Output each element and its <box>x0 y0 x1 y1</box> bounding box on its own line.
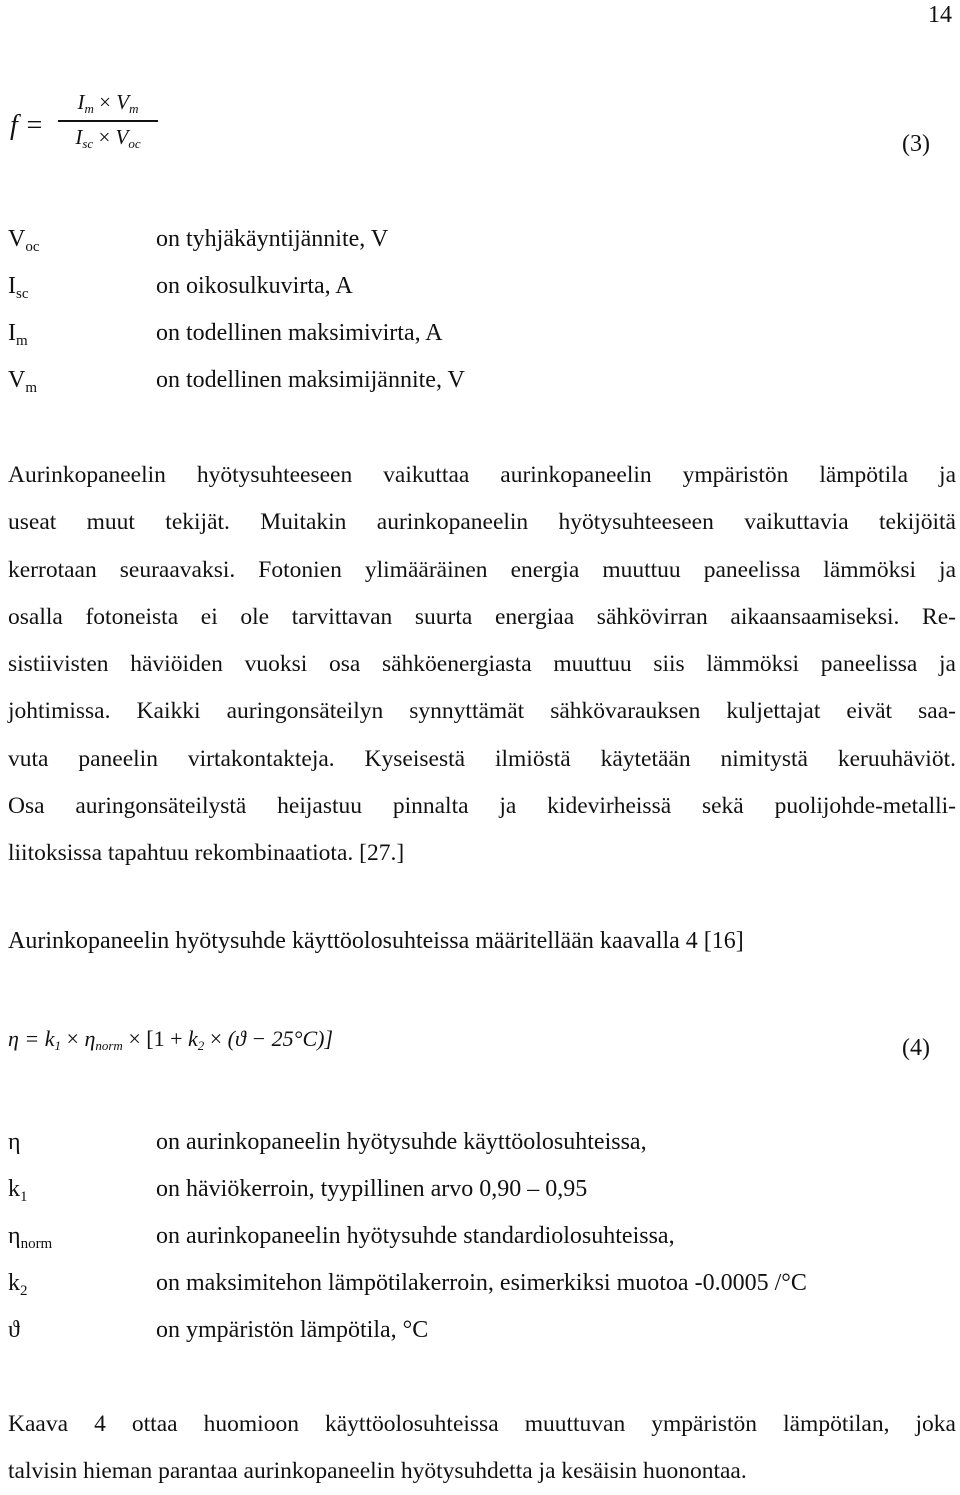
fraction-bar <box>58 120 158 122</box>
paragraph-line: Osa auringonsäteilystä heijastuu pinnalta ja kidevirheissä sekä puolijohde-metalli- <box>8 793 956 820</box>
paragraph-line: osalla fotoneista ei ole tarvittavan suurta energiaa sähkövirran aikaansaamiseksi. Re- <box>8 603 956 630</box>
symbol-vm: $V_m$ <box>8 367 38 396</box>
closing-paragraph <box>8 1401 956 1495</box>
symbol-eta: η <box>8 1129 21 1155</box>
formula-3-lhs: f = <box>10 110 44 141</box>
definition-eta: on aurinkopaneelin hyötysuhde käyttöolosuhteissa, <box>156 1129 647 1155</box>
body-paragraph <box>8 452 956 878</box>
definition-vm: on todellinen maksimijännite, V <box>156 367 465 393</box>
paragraph-line: Aurinkopaneelin hyötysuhteeseen vaikuttaa aurinkopaneelin ympäristön lämpötila ja <box>8 462 956 488</box>
definition-k1: on häviökerroin, tyypillinen arvo 0,90 – 0,95 <box>156 1176 588 1202</box>
paragraph-line: liitoksissa tapahtuu rekombinaatiota. [27.] <box>8 840 405 867</box>
formula-4-intro: Aurinkopaneelin hyötysuhde käyttöolosuhteissa määritellään kaavalla 4 [16] <box>8 928 744 954</box>
formula-4: $\eta = k_1 \times \eta_{norm} \times [1 + k_2 \times (ϑ - 25^\circ C)]$ <box>8 1026 333 1053</box>
definition-isc: on oikosulkuvirta, A <box>156 273 353 299</box>
symbol-isc: $I_{sc}$ <box>8 273 29 302</box>
paragraph-line: kerrotaan seuraavaksi. Fotonien ylimääräinen energia muuttuu paneelissa lämmöksi ja <box>8 556 956 583</box>
symbol-eta-norm: $\eta_{norm}$ <box>8 1223 53 1252</box>
definition-theta: on ympäristön lämpötila, °C <box>156 1317 429 1343</box>
formula-3-fraction <box>58 90 158 152</box>
paragraph-line: Kaava 4 ottaa huomioon käyttöolosuhteissa muuttuvan ympäristön lämpötilan, joka <box>8 1411 956 1437</box>
paragraph-line: sistiivisten häviöiden vuoksi osa sähköenergiasta muuttuu siis lämmöksi paneelissa ja <box>8 651 956 678</box>
symbol-k1: $k_1$ <box>8 1176 28 1205</box>
symbol-theta: ϑ <box>8 1317 20 1343</box>
symbol-voc: $V_{oc}$ <box>8 226 40 255</box>
formula-3-numerator: $I_m \times V_m$ <box>77 90 139 116</box>
definition-k2: on maksimitehon lämpötilakerroin, esimerkiksi muotoa -0.0005 /°C <box>156 1270 807 1296</box>
symbol-im: $I_m$ <box>8 320 28 349</box>
page-number: 14 <box>928 2 952 28</box>
equation-number-3: (3) <box>902 131 930 157</box>
symbol-k2: $k_2$ <box>8 1270 28 1299</box>
paragraph-line: talvisin hieman parantaa aurinkopaneelin hyötysuhdetta ja kesäisin huonontaa. <box>8 1458 747 1484</box>
paragraph-line: johtimissa. Kaikki auringonsäteilyn synnyttämät sähkövarauksen kuljettajat eivät saa- <box>8 698 956 725</box>
paragraph-line: vuta paneelin virtakontakteja. Kyseisestä ilmiöstä käytetään nimitystä keruuhäviöt. <box>8 745 956 772</box>
formula-3 <box>10 90 170 160</box>
definition-eta-norm: on aurinkopaneelin hyötysuhde standardiolosuhteissa, <box>156 1223 675 1249</box>
paragraph-line: useat muut tekijät. Muitakin aurinkopaneelin hyötysuhteeseen vaikuttavia tekijöitä <box>8 509 956 536</box>
equation-number-4: (4) <box>902 1035 930 1061</box>
formula-3-denominator: $I_{sc} \times V_{oc}$ <box>75 125 141 151</box>
definition-im: on todellinen maksimivirta, A <box>156 320 443 346</box>
definition-voc: on tyhjäkäyntijännite, V <box>156 226 389 252</box>
